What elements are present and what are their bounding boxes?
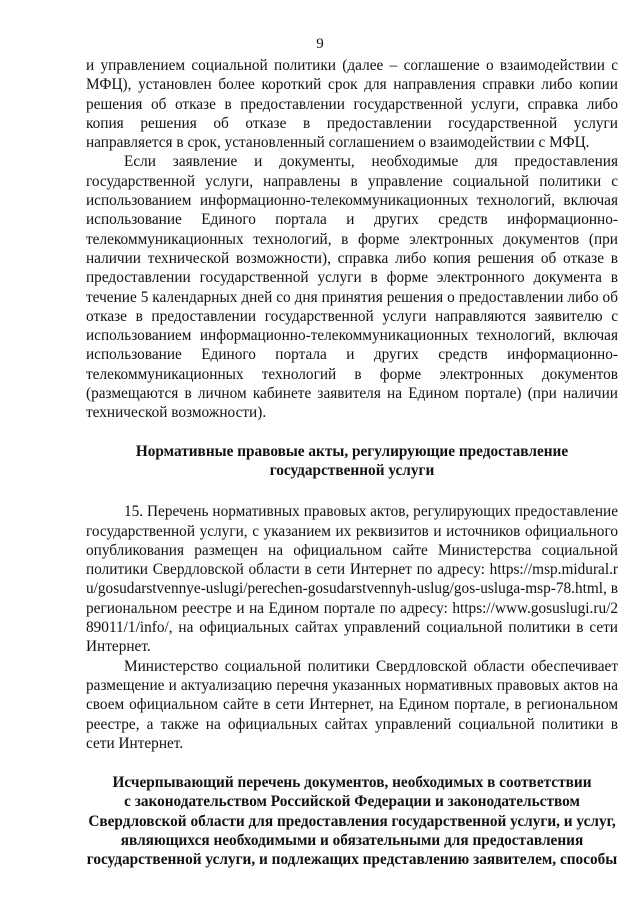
paragraph-mfc-agreement: и управлением социальной политики (далее – соглашение о взаимодействии с МФЦ), установлен более короткий срок для направления справки либо копии решения об отказе в предоставлении государственной услуги, справка либо копия решения об отказе в предоставлении государственной услуги направляется в срок, установленный соглашением о взаимодействии с МФЦ. <box>86 57 618 152</box>
paragraph-electronic-delivery: Если заявление и документы, необходимые для предоставления государственной услуги, направлены в управление социальной политики с использованием информационно-телекоммуникационных технологий, включая использование Единого портала и других средств информационно-телекоммуникационных технологий, в форме электронных документов (при наличии технической возможности), справка либо копия решения об отказе в предоставлении государственной услуги в форме электронного документа в течение 5 календарных дней со дня принятия решения о предоставлении либо об отказе в предоставлении государственной услуги направляются заявителю с использованием информационно-телекоммуникационных технологий, включая использование Единого портала и других средств информационно-телекоммуникационных технологий в форме электронных документов (размещаются в личном кабинете заявителя на Едином портале) (при наличии технической возможности). <box>86 153 618 422</box>
heading-line: с законодательством Российской Федерации и законодательством <box>124 793 580 811</box>
paragraph-text: 15. Перечень нормативных правовых актов, регулирующих предоставление государственной услуги, с указанием их реквизитов и источников официального опубликования размещен на официальном сайте Министерства социальной политики Свердловской области в сети Интернет по адресу: <box>86 503 618 579</box>
document-body <box>86 56 618 870</box>
spacer <box>86 480 618 502</box>
paragraph-text: , в региональном реестре и на Едином портале по адресу: <box>86 580 618 617</box>
section-heading-normative-acts <box>86 442 618 481</box>
section-heading-required-documents <box>86 773 618 869</box>
spacer <box>86 753 618 773</box>
heading-line: Исчерпывающий перечень документов, необходимых в соответствии <box>112 774 592 792</box>
heading-line: государственной услуги, и подлежащих представлению заявителем, способы <box>86 851 618 869</box>
heading-line: государственной услуги <box>269 461 435 479</box>
spacer <box>86 423 618 442</box>
paragraph-ministry-publication: Министерство социальной политики Свердловской области обеспечивает размещение и актуализацию перечня указанных нормативных правовых актов на своем официальном сайте в сети Интернет, на Едином портале, в региональном реестре, а также на официальных сайтах управлений социальной политики в сети Интернет. <box>86 657 618 752</box>
paragraph-text: , на официальных сайтах управлений социальной политики в сети Интернет. <box>86 619 618 656</box>
heading-line: Нормативные правовые акты, регулирующие предоставление <box>135 442 569 460</box>
paragraph-normative-acts-list <box>86 502 618 656</box>
heading-line: Свердловской области для предоставления государственной услуги, и услуг, <box>88 812 616 830</box>
page-number: 9 <box>316 36 324 52</box>
heading-line: являющихся необходимыми и обязательными для предоставления <box>120 831 584 849</box>
ministry-url-link[interactable]: https://msp.midural.ru/gosudarstvennye-uslugi/perechen-gosudarstvennyh-uslug/gos-usluga-msp-78.html <box>86 561 618 598</box>
gosuslugi-url-link[interactable]: https://www.gosuslugi.ru/289011/1/info/ <box>86 599 618 637</box>
